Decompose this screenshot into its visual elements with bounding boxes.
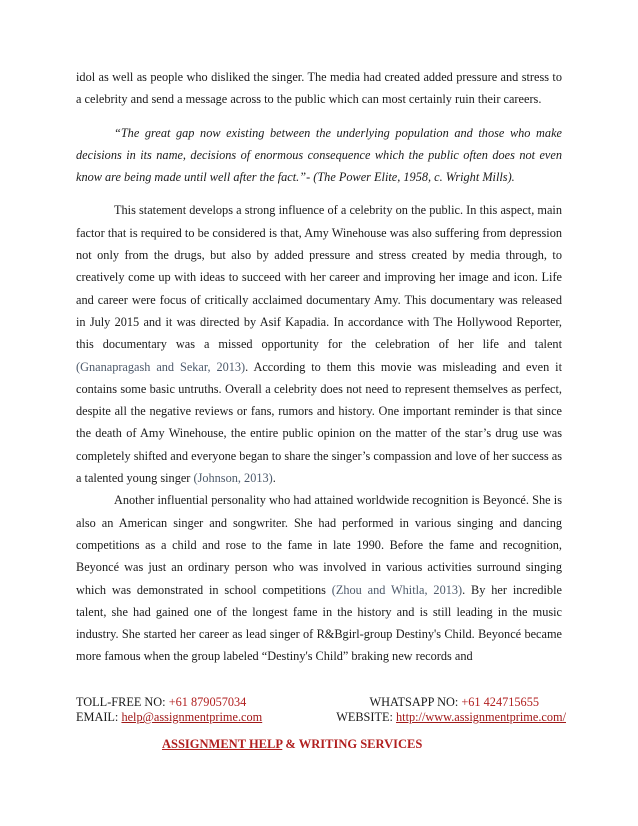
- footer-row-links: [76, 710, 566, 725]
- paragraph-statement: [76, 199, 562, 489]
- whatsapp-number: [370, 695, 539, 710]
- footer-row-phones: [76, 695, 566, 710]
- footer-contact: [76, 695, 566, 725]
- paragraph-text: .: [272, 471, 276, 486]
- paragraph-text: . According to them this movie was misleading and even it contains some basic untruths. Overall a celebrity does not need to represent themselves as perfect, despite all the negative reviews or fans, rumors and history. One important reminder is that since the death of Amy Winehouse, the entire public opinion on the matter of the star’s drug use was completely shifted and everyone began to share the singer’s compassion and love of her success as a talented young singer: [76, 359, 562, 486]
- footer-tagline: [162, 737, 422, 752]
- whatsapp-label: WHATSAPP NO:: [369, 695, 462, 709]
- whatsapp-value: +61 424715655: [461, 695, 539, 709]
- paragraph-continuation: idol as well as people who disliked the singer. The media had created added pressure and stress to a celebrity and send a message across to the public which can most certainly ruin their careers.: [76, 70, 562, 107]
- paragraph-text: . By her incredible talent, she had gained one of the longest fame in the history and is still leading in the music industry. She started her career as lead singer of R&Bgirl-group Destiny's Child. Beyoncé became more famous when the group labeled “Destiny's Child” braking new records and: [76, 582, 562, 664]
- tollfree-number: [76, 695, 246, 710]
- paragraph-text: Another influential personality who had attained worldwide recognition is Beyoncé. She is also an American singer and songwriter. She had performed in various singing and dancing competitions as a child and rose to the fame in late 1990. Before the fame and recognition, Beyoncé was just an ordinary person who was involved in various activities surround singing which was demonstrated in school competitions: [76, 493, 562, 597]
- paragraph-text: This statement develops a strong influence of a celebrity on the public. In this aspect, main factor that is required to be considered is that, Amy Winehouse was also suffering from depression not only from the drugs, but also by added pressure and stress created by media through, to creatively come up with ideas to succeed with her career and improving her image and icon. Life and career were focus of critically acclaimed documentary Amy. This documentary was released in July 2015 and it was directed by Asif Kapadia. In accordance with The Hollywood Reporter, this documentary was a missed opportunity for the celebration of her life and talent: [76, 203, 562, 352]
- tollfree-value: +61 879057034: [168, 695, 247, 709]
- citation: (Zhou and Whitla, 2013): [331, 582, 463, 597]
- tagline-link[interactable]: ASSIGNMENT HELP: [162, 737, 283, 751]
- website: [336, 710, 566, 725]
- tagline-text: & WRITING SERVICES: [282, 737, 423, 751]
- website-link[interactable]: http://www.assignmentprime.com/: [396, 710, 566, 724]
- tollfree-label: TOLL-FREE NO:: [76, 695, 169, 709]
- document-body: [76, 66, 562, 668]
- citation: (Johnson, 2013): [193, 471, 273, 486]
- block-quote: “The great gap now existing between the underlying population and those who make decisions in its name, decisions of enormous consequence which the public often does not even know are being made until well after the fact.”- (The Power Elite, 1958, c. Wright Mills).: [76, 125, 562, 185]
- email-label: EMAIL:: [76, 710, 122, 724]
- email-link[interactable]: help@assignmentprime.com: [121, 710, 263, 724]
- citation: (Gnanapragash and Sekar, 2013): [76, 359, 246, 374]
- email: [76, 710, 262, 725]
- website-label: WEBSITE:: [336, 710, 397, 724]
- paragraph-beyonce: [76, 489, 562, 667]
